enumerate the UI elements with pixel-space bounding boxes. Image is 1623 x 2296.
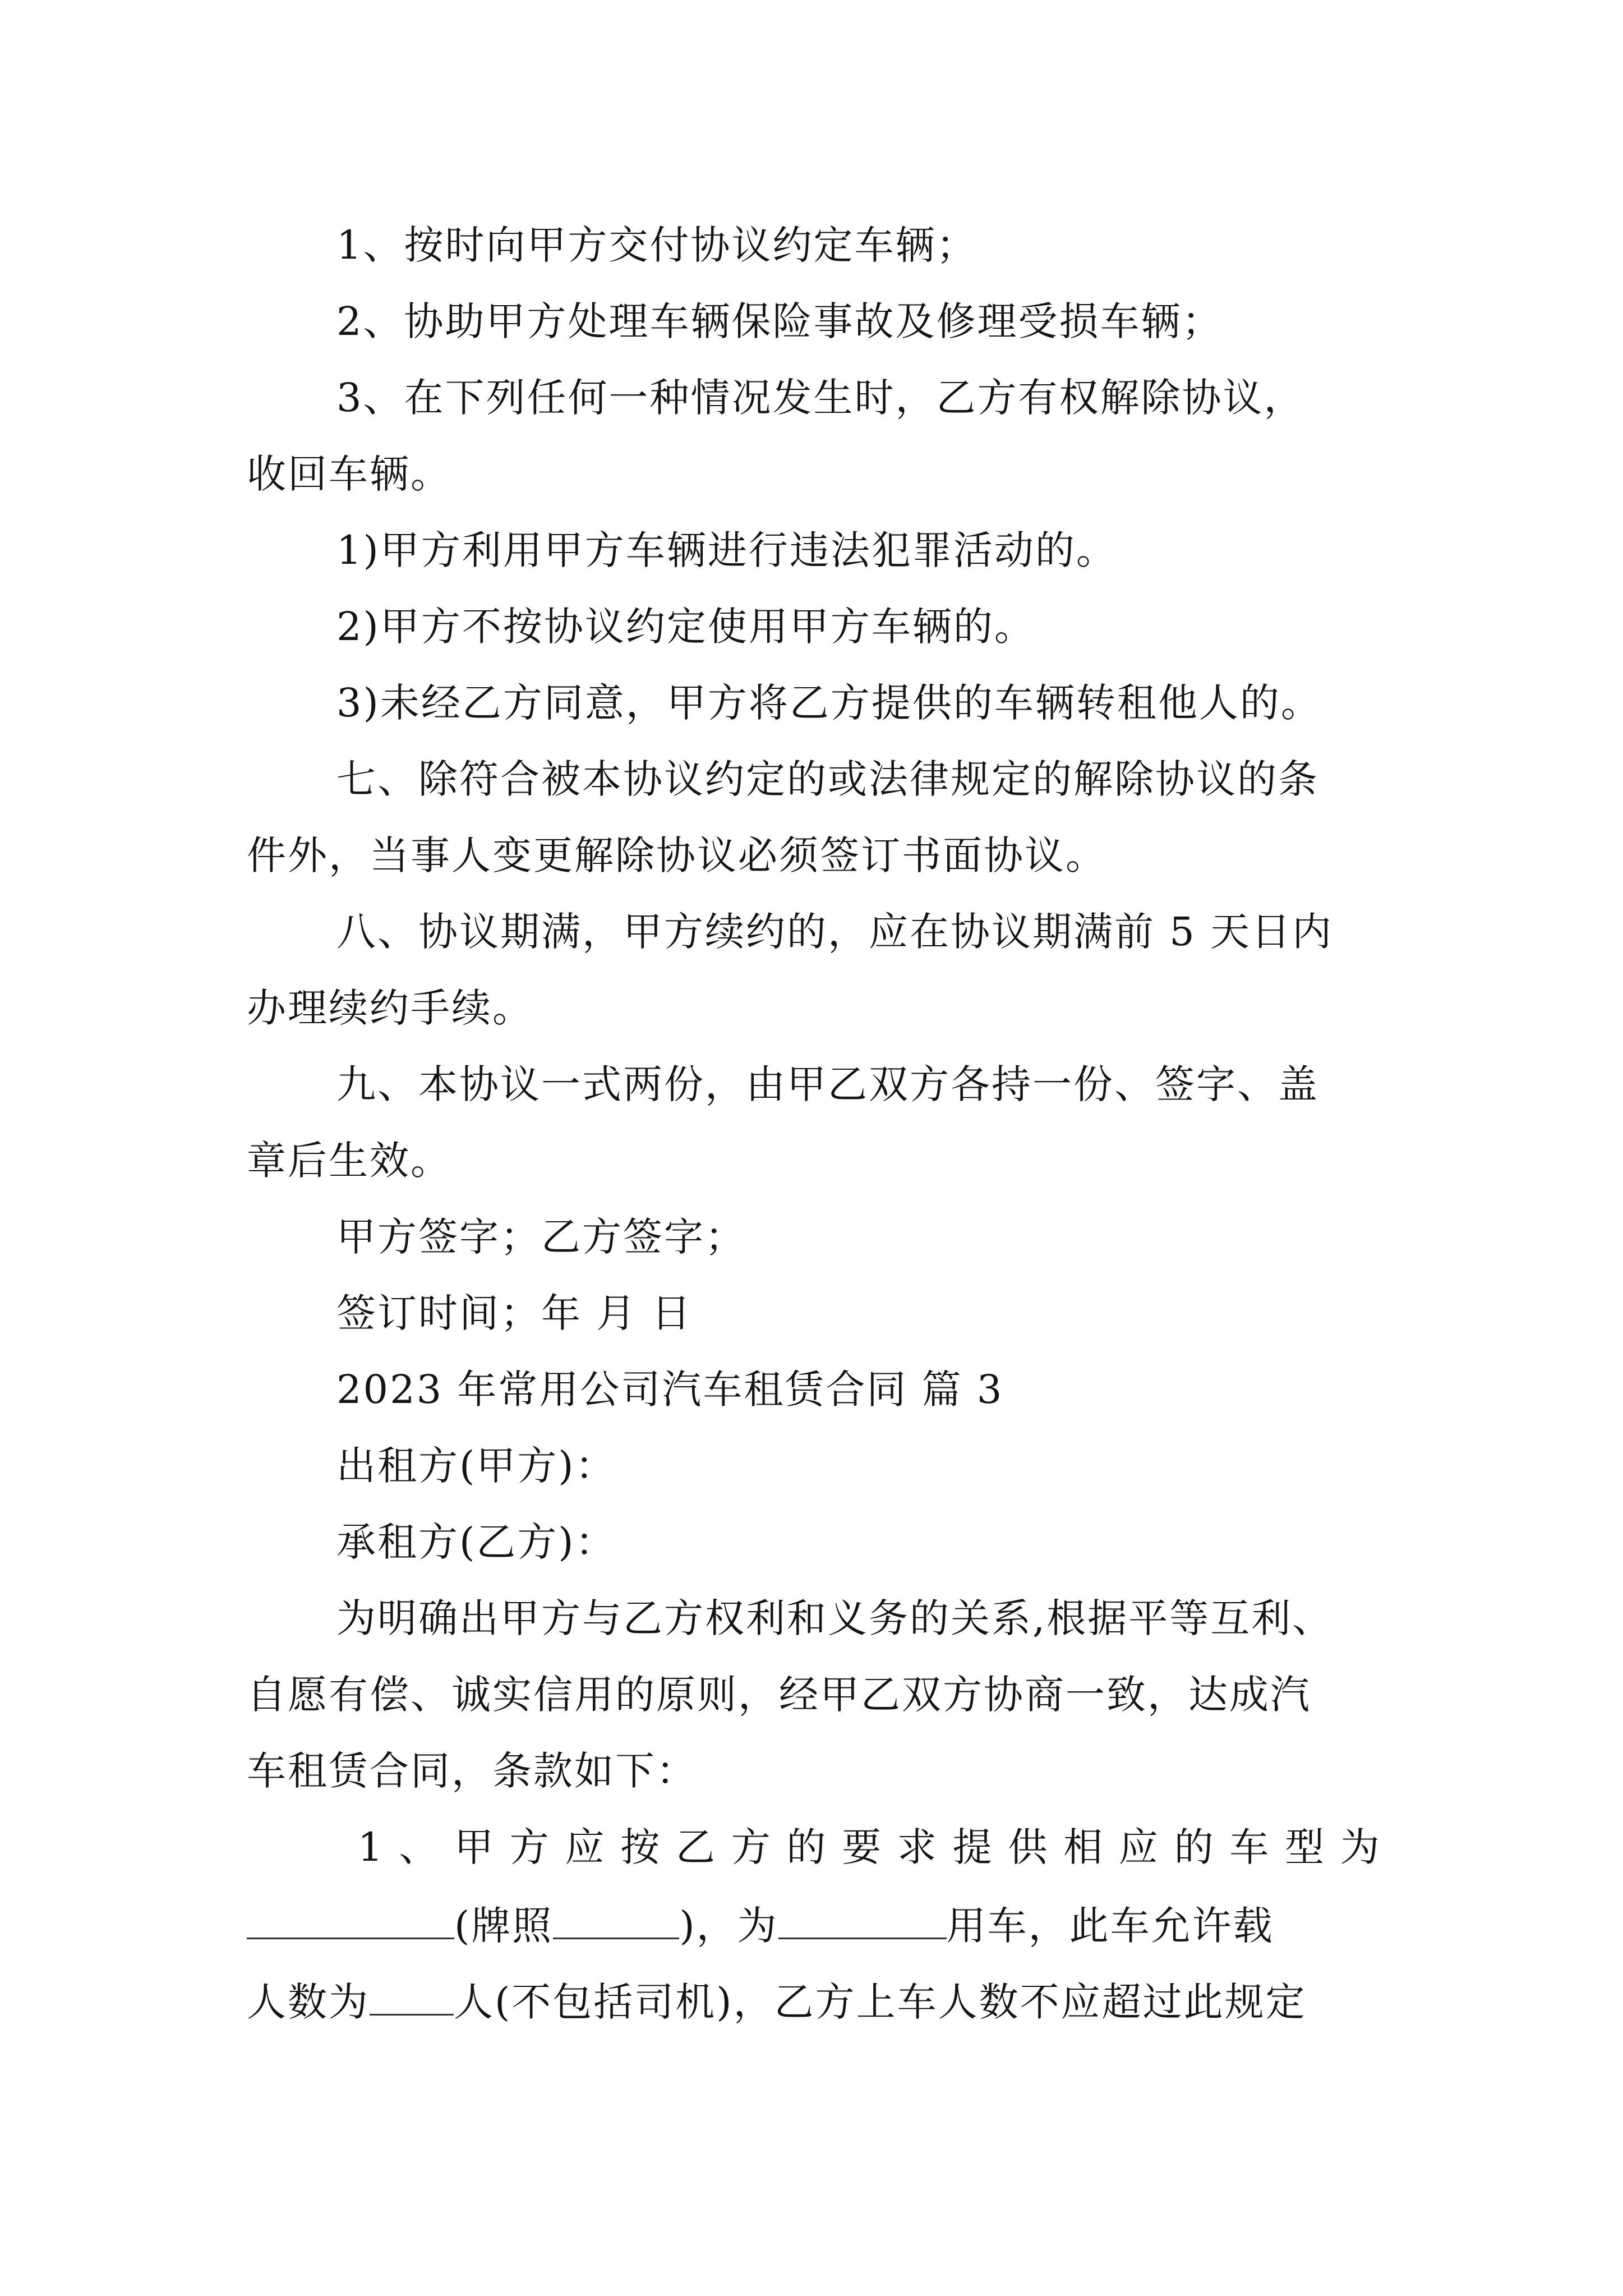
clause-1-line-2: (牌照 )，为 用车，此车允许载 xyxy=(247,1898,1274,1951)
intro-line-2: 自愿有偿、诚实信用的原则，经甲乙双方协商一致，达成汽 xyxy=(247,1672,1311,1718)
clause-1-line-3: 人数为 人(不包括司机)，乙方上车人数不应超过此规定 xyxy=(247,1975,1307,2027)
signing-date-line: 签订时间；年 月 日 xyxy=(336,1290,693,1336)
blank-usage xyxy=(778,1898,947,1939)
paragraph-case-2: 2)甲方不按协议约定使用甲方车辆的。 xyxy=(336,604,1035,650)
paragraph-case-1: 1)甲方利用甲方车辆进行违法犯罪活动的。 xyxy=(336,527,1117,573)
blank-license-plate xyxy=(553,1898,679,1939)
paragraph-obligation-1: 1、按时向甲方交付协议约定车辆； xyxy=(336,222,978,268)
paragraph-case-3: 3)未经乙方同意，甲方将乙方提供的车辆转租他人的。 xyxy=(336,680,1322,726)
paragraph-clause-9-line-1: 九、本协议一式两份，由甲乙双方各持一份、签字、盖 xyxy=(336,1061,1319,1107)
signature-line: 甲方签字；乙方签字； xyxy=(336,1214,746,1260)
lessee-line: 承租方(乙方)： xyxy=(336,1519,616,1565)
blank-passenger-count xyxy=(370,1975,454,2016)
section-heading: 2023 年常用公司汽车租赁合同 篇 3 xyxy=(336,1366,1004,1412)
intro-line-3: 车租赁合同，条款如下： xyxy=(247,1748,697,1794)
intro-line-1: 为明确出甲方与乙方权利和义务的关系,根据平等互利、 xyxy=(336,1595,1334,1641)
paragraph-obligation-3-line-2: 收回车辆。 xyxy=(247,451,451,497)
lessor-line: 出租方(甲方)： xyxy=(336,1443,616,1489)
clause-1-line-1: 1 、 甲 方 应 按 乙 方 的 要 求 提 供 相 应 的 车 型 为 xyxy=(358,1824,1380,1870)
paragraph-clause-7-line-2: 件外，当事人变更解除协议必须签订书面协议。 xyxy=(247,832,1106,878)
paragraph-clause-8-line-2: 办理续约手续。 xyxy=(247,985,533,1031)
paragraph-obligation-2: 2、协助甲方处理车辆保险事故及修理受损车辆； xyxy=(336,298,1223,344)
paragraph-obligation-3-line-1: 3、在下列任何一种情况发生时，乙方有权解除协议， xyxy=(336,375,1305,421)
paragraph-clause-7-line-1: 七、除符合被本协议约定的或法律规定的解除协议的条 xyxy=(336,756,1319,802)
blank-vehicle-model xyxy=(247,1898,454,1939)
paragraph-clause-8-line-1: 八、协议期满，甲方续约的，应在协议期满前 5 天日内 xyxy=(336,909,1334,955)
paragraph-clause-9-line-2: 章后生效。 xyxy=(247,1138,451,1184)
